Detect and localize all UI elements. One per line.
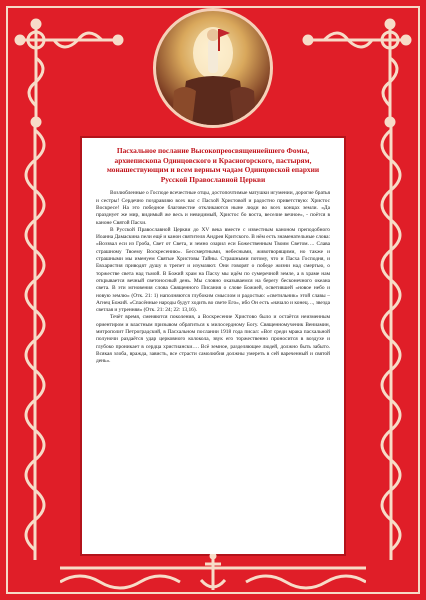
vine-scroll-ornament-icon: [14, 120, 56, 560]
epistle-panel: [80, 136, 346, 556]
anchor-cross-ornament-icon: [193, 554, 233, 594]
epistle-body: [96, 190, 330, 365]
epistle-paragraph: В Русской Православной Церкви до XV века вместе с известным каноном преподобного Иоанна Дамаскина пели ещё и канон святителя Андрея Критского. В нём есть знаменательные слова: «Воззвал еси из Гроба, Свет от Света, и земно озарил еси Божественным Твоим Светом…. Слава страшному Твоему Воскресению». Бессмертными, небесными, животворящими, но также и страшными мы именуем Святые Христовы Тайны. Страшными потому, что и Пасха Господня, и Евхаристия приводят душу в трепет и изумляют. Они говорят о победе жизни над смертью, о торжестве света над тьмой. В Божий храм на Пасху мы идём по сумеречной земле, а в храме нам открывается вечный светоносный день. Мы словно оказываемся на берегу бесконечного океана света. В эти мгновения слова Священного Писания о слове Божией, осветившей «новое небо и новую землю» (Отк. 21: 1) наполняются глубоким смыслом и радостью: «светильник» этой славы – Агнец Божий. «Спасённые народы будут ходить во свете Его», ибо Он есть «начало и конец…, звезда светлая и утренняя» (Отк. 21: 24; 22: 13,16).: [96, 226, 330, 314]
orthodox-cross-ornament-icon: [302, 18, 412, 128]
epistle-paragraph: Возлюбленные о Господе всечестные отцы, достопочтимые матушки игумении, дорогие братья и сестры! Сердечно поздравляю всех вас с Пасхой Христовой и радостно приветствую: Христос Воскресе! На это победное благовестие откликаются ныне люди во всех концах земли. «Да празднует же мир, видимый же весь и невидимый, Христос бо воста, веселие вечное», - поётся в каноне Святой Пасхи.: [96, 190, 330, 226]
resurrection-icon: [156, 11, 270, 125]
vine-scroll-ornament-icon: [370, 120, 412, 560]
epistle-title: Пасхальное послание Высокопреосвященнейшего Фомы, архиепископа Одинцовского и Красногорского, пастырям, монашествующим и всем верным чадам Одинцовской епархии Русской Православной Церкви: [106, 146, 320, 184]
resurrection-icon-medallion: [153, 8, 273, 128]
epistle-paragraph: Течёт время, сменяются поколения, а Воскресение Христово было и остаётся неизменным ориентиром и властным призывом обратиться к милосердному Богу. Священномученик Вениамин, митрополит Петроградский, в Пасхальном послании 1918 года писал: «Вот среди мрака пасхальной полуночи раздаётся удар церковного колокола, звук его торжественно проносится в воздухе и глубоко проникает в сердца христиански…. Всё земное, разделяющее людей, должно быть забыто. Всякая злоба, вражда, зависть, все страсти самолюбия должны умереть в сей вареченный и святой день».: [96, 314, 330, 365]
orthodox-cross-ornament-icon: [14, 18, 124, 128]
